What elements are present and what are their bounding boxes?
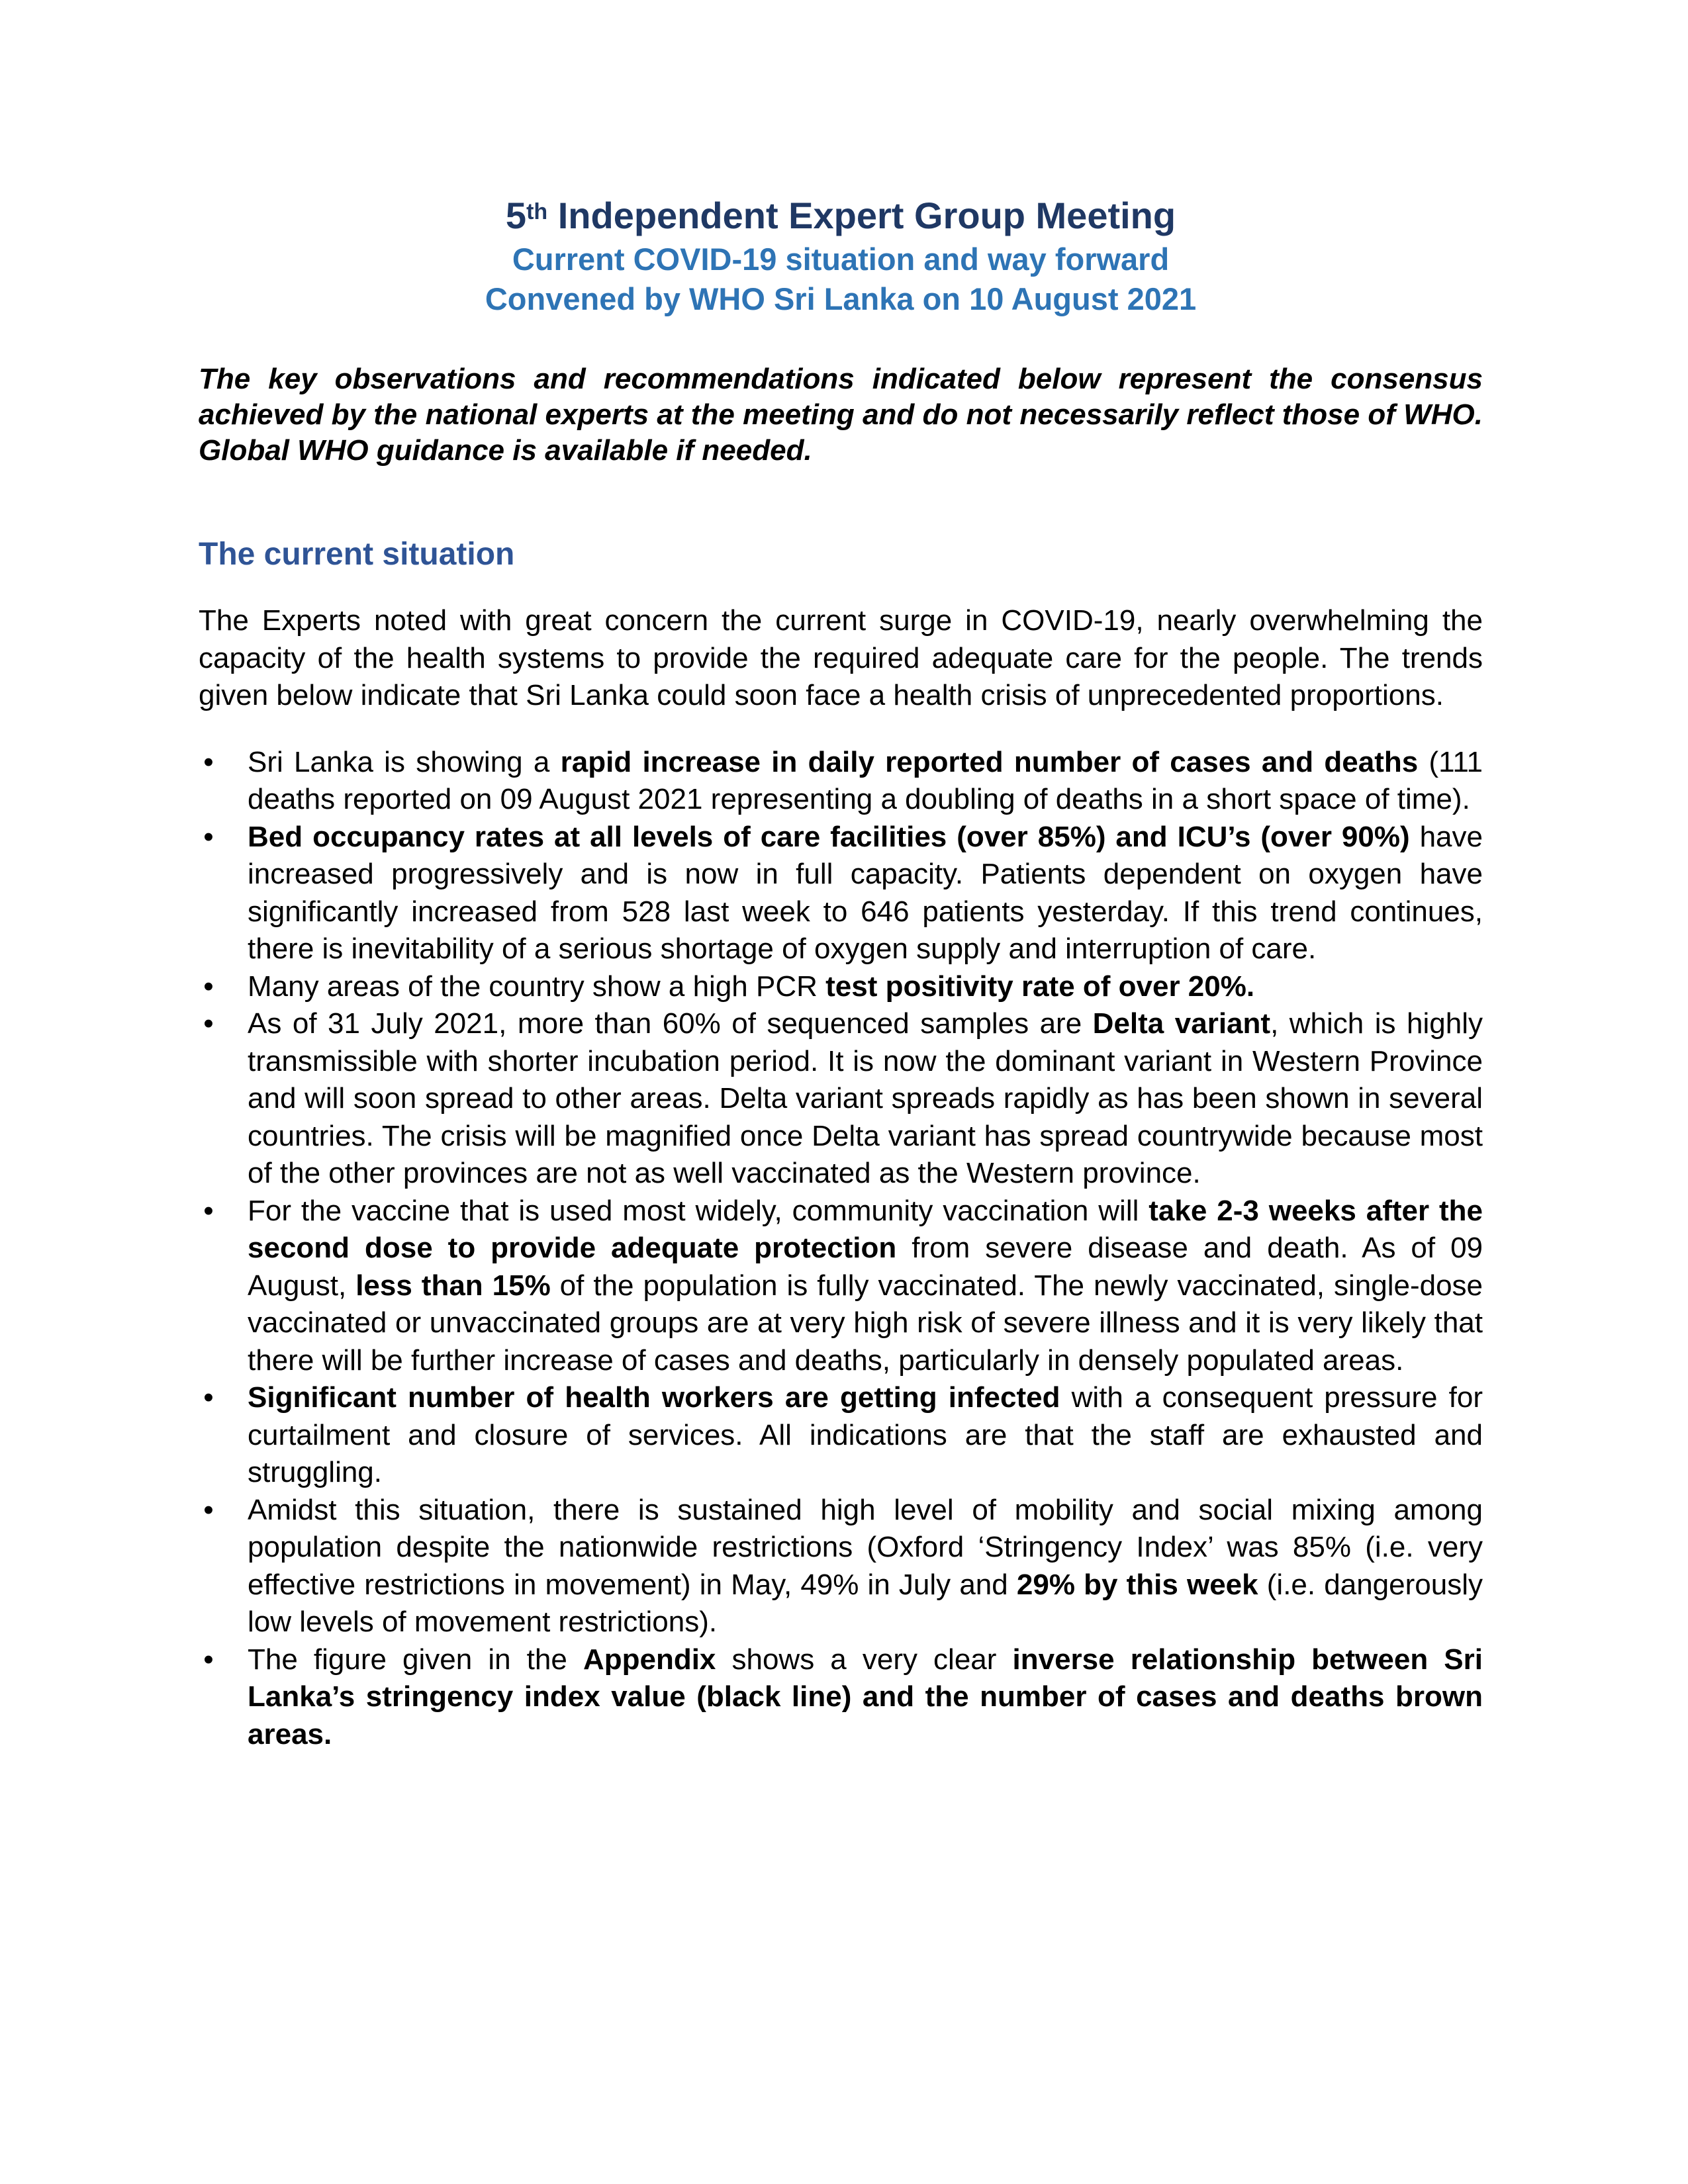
item-emphasis: Delta variant <box>1092 1007 1271 1040</box>
item-emphasis: inverse relationship between Sri Lanka’s stringency index value (black line) and the number of cases and deaths brown areas. <box>248 1643 1483 1751</box>
bullet-icon: • <box>203 1493 214 1526</box>
observations-list <box>199 744 1483 1754</box>
item-text: For the vaccine that is used most widely, community vaccination will <box>248 1194 1149 1227</box>
list-item <box>199 1193 1483 1380</box>
list-item <box>199 968 1483 1006</box>
title-text: Independent Expert Group Meeting <box>547 195 1176 236</box>
document-title <box>199 192 1483 240</box>
item-emphasis: Significant number of health workers are getting infected <box>248 1381 1060 1414</box>
item-text: Sri Lanka is showing a <box>248 745 561 778</box>
title-ordinal: 5 <box>505 195 527 236</box>
bullet-icon: • <box>203 745 214 778</box>
item-text: The figure given in the <box>248 1643 583 1676</box>
list-item <box>199 1379 1483 1492</box>
item-text: with a consequent pressure for curtailment and closure of services. All indications are that the staff are exhausted and struggling. <box>248 1381 1483 1488</box>
list-item <box>199 819 1483 968</box>
disclaimer-paragraph: The key observations and recommendations indicated below represent the consensus achieved by the national experts at the meeting and do not necessarily reflect those of WHO. Global WHO guidance is available if needed. <box>199 363 1483 467</box>
title-block <box>199 192 1483 319</box>
list-item <box>199 1492 1483 1641</box>
item-text: Amidst this situation, there is sustained high level of mobility and social mixing among population despite the nationwide restrictions (Oxford ‘Stringency Index’ was 85% (i.e. very effective restrictions in movement) in May, 49% in July and <box>248 1493 1483 1601</box>
item-text: As of 31 July 2021, more than 60% of sequenced samples are <box>248 1007 1093 1040</box>
bullet-icon: • <box>203 1007 214 1040</box>
item-emphasis: 29% by this week <box>1016 1568 1258 1601</box>
list-item <box>199 744 1483 819</box>
item-text: (111 deaths reported on 09 August 2021 representing a doubling of deaths in a short space of time). <box>248 745 1483 815</box>
item-text: (i.e. dangerously low levels of movement restrictions). <box>248 1568 1483 1638</box>
item-text: Many areas of the country show a high PCR <box>248 970 826 1003</box>
item-text: of the population is fully vaccinated. The newly vaccinated, single-dose vaccinated or unvaccinated groups are at very high risk of severe illness and it is very likely that there will be further increase of cases and deaths, particularly in densely populated areas. <box>248 1269 1483 1377</box>
bullet-icon: • <box>203 1194 214 1227</box>
bullet-icon: • <box>203 1381 214 1414</box>
item-text: , which is highly transmissible with shorter incubation period. It is now the dominant variant in Western Province and will soon spread to other areas. Delta variant spreads rapidly as has been shown in several countries. The crisis will be magnified once Delta variant has spread countrywide because most of the other provinces are not as well vaccinated as the Western province. <box>248 1007 1483 1189</box>
item-emphasis: take 2-3 weeks after the second dose to provide adequate protection <box>248 1194 1483 1264</box>
section-heading: The current situation <box>199 537 515 572</box>
appendix-reference: Appendix <box>583 1643 716 1676</box>
document-subtitle: Current COVID-19 situation and way forward <box>512 242 1170 277</box>
document-convened-line: Convened by WHO Sri Lanka on 10 August 2021 <box>485 281 1197 316</box>
bullet-icon: • <box>203 970 214 1003</box>
intro-paragraph: The Experts noted with great concern the current surge in COVID-19, nearly overwhelming the capacity of the health systems to provide the required adequate care for the people. The trends given below indicate that Sri Lanka could soon face a health crisis of unprecedented proportions. <box>199 604 1483 711</box>
item-text: have increased progressively and is now in full capacity. Patients dependent on oxygen have significantly increased from 528 last week to 646 patients yesterday. If this trend continues, there is inevitability of a serious shortage of oxygen supply and interruption of care. <box>248 820 1483 965</box>
item-emphasis: rapid increase in daily reported number of cases and deaths <box>560 745 1419 778</box>
list-item <box>199 1641 1483 1754</box>
item-text: from severe disease and death. As of 09 August, <box>248 1232 1483 1302</box>
bullet-icon: • <box>203 820 214 853</box>
title-ordinal-suffix: th <box>526 199 548 224</box>
item-emphasis: test positivity rate of over 20%. <box>825 970 1255 1003</box>
list-item <box>199 1005 1483 1193</box>
item-emphasis: Bed occupancy rates at all levels of care facilities (over 85%) and ICU’s (over 90%) <box>248 820 1410 853</box>
item-emphasis: less than 15% <box>355 1269 551 1302</box>
item-text: shows a very clear <box>716 1643 1013 1676</box>
document-page <box>199 192 1483 1753</box>
bullet-icon: • <box>203 1643 214 1676</box>
